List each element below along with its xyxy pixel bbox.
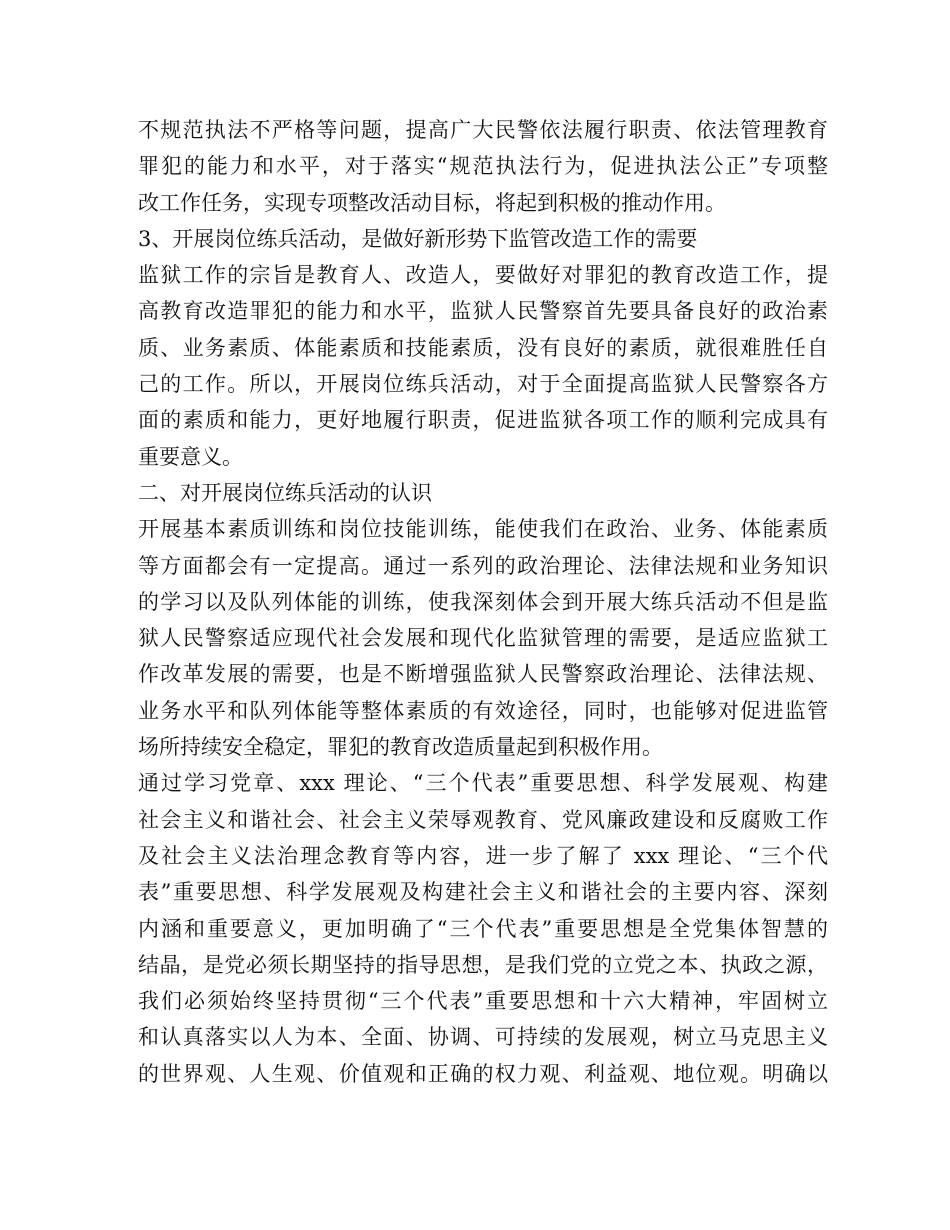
text-line: 狱人民警察适应现代社会发展和现代化监狱管理的需要，是适应监狱工 (138, 626, 828, 651)
text-line: 及社会主义法治理念教育等内容，进一步了解了 xxx 理论、“三个代 (138, 843, 828, 868)
text-line: 面的素质和能力，更好地履行职责，促进监狱各项工作的顺利完成具有 (138, 408, 828, 433)
text-line: 重要意义。 (138, 444, 243, 469)
text-line: 罪犯的能力和水平，对于落实“规范执法行为，促进执法公正”专项整 (138, 154, 828, 179)
section-heading: 二、对开展岗位练兵活动的认识 (138, 480, 432, 505)
text-line: 业务水平和队列体能等整体素质的有效途径，同时，也能够对促进监管 (138, 698, 828, 723)
text-line: 表”重要思想、科学发展观及构建社会主义和谐社会的主要内容、深刻 (138, 880, 828, 905)
document-body (138, 112, 828, 1092)
text-line: 内涵和重要意义，更加明确了“三个代表”重要思想是全党集体智慧的 (138, 916, 828, 941)
text-line: 的学习以及队列体能的训练，使我深刻体会到开展大练兵活动不但是监 (138, 589, 828, 614)
text-line: 结晶，是党必须长期坚持的指导思想，是我们党的立党之本、执政之源， (138, 952, 828, 977)
text-line: 开展基本素质训练和岗位技能训练，能使我们在政治、业务、体能素质 (138, 517, 828, 542)
text-line: 等方面都会有一定提高。通过一系列的政治理论、法律法规和业务知识 (138, 553, 828, 578)
text-line: 我们必须始终坚持贯彻“三个代表”重要思想和十六大精神，牢固树立 (138, 989, 828, 1014)
text-line: 社会主义和谐社会、社会主义荣辱观教育、党风廉政建设和反腐败工作 (138, 807, 828, 832)
text-line: 不规范执法不严格等问题，提高广大民警依法履行职责、依法管理教育 (138, 118, 828, 142)
text-line: 和认真落实以人为本、全面、协调、可持续的发展观，树立马克思主义 (138, 1025, 828, 1050)
text-line: 场所持续安全稳定，罪犯的教育改造质量起到积极作用。 (138, 735, 663, 760)
text-line: 的世界观、人生观、价值观和正确的权力观、利益观、地位观。明确以 (138, 1061, 828, 1086)
text-line: 监狱工作的宗旨是教育人、改造人，要做好对罪犯的教育改造工作，提 (138, 263, 828, 288)
text-line: 作改革发展的需要，也是不断增强监狱人民警察政治理论、法律法规、 (138, 662, 828, 687)
text-line: 高教育改造罪犯的能力和水平，监狱人民警察首先要具备良好的政治素 (138, 299, 828, 324)
text-line: 通过学习党章、xxx 理论、“三个代表”重要思想、科学发展观、构建 (138, 771, 828, 796)
text-line: 改工作任务，实现专项整改活动目标，将起到积极的推动作用。 (138, 190, 726, 215)
text-line: 己的工作。所以，开展岗位练兵活动，对于全面提高监狱人民警察各方 (138, 372, 828, 397)
text-line: 质、业务素质、体能素质和技能素质，没有良好的素质，就很难胜任自 (138, 335, 828, 360)
section-heading: 3、开展岗位练兵活动，是做好新形势下监管改造工作的需要 (138, 226, 698, 251)
